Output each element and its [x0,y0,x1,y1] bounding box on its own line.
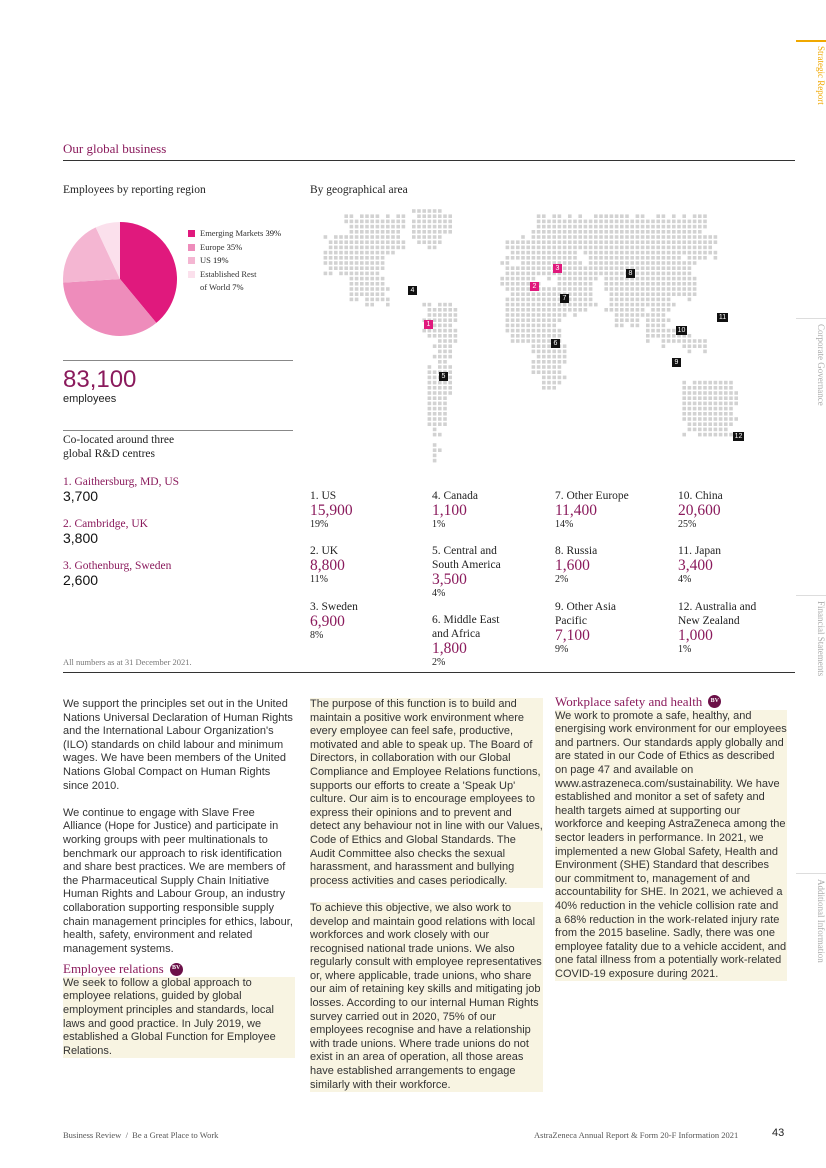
total-employees-label: employees [63,393,117,405]
region-uk [310,544,345,587]
region-pct: 25% [678,519,697,530]
side-tab-strategic[interactable]: Strategic Report [816,46,826,105]
region-name: 3. Sweden [310,601,358,613]
region-value: 11,400 [555,502,598,519]
legend-label: Emerging Markets [200,228,264,238]
rd-heading-line1: Co-located around three [63,434,175,446]
legend-item [188,268,281,295]
rd-rule [63,430,293,431]
map-marker-4: 4 [408,286,417,295]
region-value: 15,900 [310,502,353,519]
paragraph: We work to promote a safe, healthy, and energising work environment for our employees and partners. Our standards apply globally and are stated in our Code of Ethics as described on page 47 and available on www.astrazeneca.com/sustainability. We have established and monitor a set of safety and health targets aimed at supporting our workforce and keeping AstraZeneca among the sector leaders in performance. In 2021, we implemented a new Global Safety, Health and Environment (SHE) Standard that describes our commitment to, management of and accountability for SHE. In 2021, we achieved a 40% reduction in the vehicle collision rate and a 68% reduction in the work-related injury rate from the 2015 baseline. Sadly, there was one employee fatality due to a vehicle accident, and one fatal illness from a potentially work-related COVID-19 exposure during 2021. [555,709,787,980]
region-name: 4. Canada [432,490,478,502]
region-pct: 9% [555,644,569,655]
geo-heading: By geographical area [310,184,408,196]
region-pct: 1% [432,519,446,530]
column-2 [310,698,543,1106]
side-tab-divider [796,595,826,596]
region-pct: 1% [678,644,692,655]
heading-text: Workplace safety and health [555,694,703,709]
region-name: 5. Central and [432,545,497,557]
region-name: 8. Russia [555,545,598,557]
legend-item [188,241,281,255]
region-value: 1,800 [432,640,467,657]
legend-item [188,227,281,241]
rd-centre [63,559,179,601]
rd-heading-line2: global R&D centres [63,448,155,460]
footer-report-title: AstraZeneca Annual Report & Form 20-F Information 2021 [534,1130,739,1140]
region-name: 6. Middle East [432,614,500,626]
page-number: 43 [772,1127,785,1139]
bv-badge-icon: BV [170,963,183,976]
legend-label-2: of World [200,282,231,292]
region-china [678,489,723,532]
region-us [310,489,353,532]
region-name: 1. US [310,490,337,502]
side-tab-accent [796,40,826,42]
region-value: 6,900 [310,613,345,630]
region-value: 8,800 [310,557,345,574]
region-other-europe [555,489,629,532]
workplace-safety-heading [555,695,787,709]
rd-centre [63,475,179,517]
map-marker-10: 10 [677,327,686,334]
region-pie-chart [63,222,177,336]
map-marker-7: 7 [560,294,569,303]
footer-breadcrumb: Business Review / Be a Great Place to Work [63,1130,219,1140]
rd-centre-list [63,475,179,601]
section-title: Our global business [63,141,167,156]
footnote: All numbers as at 31 December 2021. [63,657,192,667]
region-name-2: Pacific [555,615,587,627]
legend-label: Established Rest [200,268,257,279]
region-pct: 19% [310,519,329,530]
region-name: 11. Japan [678,545,722,557]
region-pct: 14% [555,519,574,530]
region-central-south-america [432,544,501,601]
region-pct: 2% [555,574,569,585]
region-sweden [310,600,358,643]
region-japan [678,544,721,587]
map-marker-3: 3 [553,264,562,273]
region-other-asia-pacific [555,600,616,657]
rd-centre-value: 3,800 [63,530,99,546]
region-name: 7. Other Europe [555,490,629,502]
region-value: 20,600 [678,502,721,519]
legend-pct: 7% [232,282,244,292]
side-tab-financial[interactable]: Financial Statements [816,601,826,677]
side-tab-divider [796,873,826,874]
region-legend [188,227,281,295]
legend-label: US [200,255,211,265]
map-marker-6: 6 [551,339,560,348]
rd-heading [63,433,174,461]
region-name: 12. Australia and [678,601,757,613]
region-middle-east-africa [432,613,499,670]
total-employees: 83,100 [63,366,137,393]
region-name-2: South America [432,559,501,571]
region-pct: 8% [310,630,324,641]
paragraph: We support the principles set out in the United Nations Universal Declaration of Human Rights and the International Labour Organization's (ILO) standards on child labour and minimum wages. We have been members of the United Nations Global Compact on Human Rights since 2010. [63,698,293,792]
region-value: 3,400 [678,557,713,574]
rd-centre [63,517,179,559]
region-value: 1,000 [678,627,713,644]
column-1 [63,698,295,1072]
rd-centre-value: 3,700 [63,488,99,504]
region-value: 3,500 [432,571,467,588]
region-canada [432,489,478,532]
map-marker-11: 11 [718,314,727,321]
employees-region-heading: Employees by reporting region [63,184,206,196]
legend-pct: 39% [265,228,282,238]
side-tab-divider [796,318,826,319]
region-pct: 11% [310,574,328,585]
region-name-2: New Zealand [678,615,740,627]
region-name-2: and Africa [432,628,481,640]
side-tab-additional[interactable]: Additional Information [816,879,826,963]
world-dot-map [308,204,778,482]
rd-centre-value: 2,600 [63,572,99,588]
section-bottom-rule [63,672,795,673]
region-value: 7,100 [555,627,590,644]
paragraph: We continue to engage with Slave Free Alliance (Hope for Justice) and participate in working groups with peer multinationals to benchmark our approach to risk identification and share best practices. We are members of the Pharmaceutical Supply Chain Initiative Human Rights and Labour Group, an industry collaboration supporting responsible supply chain management principles for ethics, labour, health, safety, environment and related management systems. [63,806,293,955]
region-name: 2. UK [310,545,339,557]
paragraph: The purpose of this function is to build and maintain a positive work environment where every employee can feel safe, productive, motivated and able to speak up. The Board of Directors, in collaboration with our Global Compliance and Employee Relations functions, supports our efforts to create a 'Speak Up' culture. Our aim is to encourage employees to express their opinions and to prevent and detect any behaviour not in line with our Values, Code of Ethics and Global Standards. The Audit Committee also checks the sexual harassment, and harassment and bullying process activities and cases periodically. [310,698,543,887]
rd-centre-name: 1. Gaithersburg, MD, US [63,476,180,488]
section-rule [63,160,795,161]
region-pct: 2% [432,657,446,668]
paragraph: To achieve this objective, we also work to develop and maintain good relations with local workforces and work closely with our recognised national trade unions. We also regularly consult with employee representatives or, where applicable, trade unions, who share our aim of retaining key skills and mitigating job losses. According to our internal Human Rights survey carried out in 2020, 75% of our employees recognise and have a relationship with trade unions. Where trade unions do not exist in an area of operation, all those areas have established arrangements to engage similarly with their workforce. [310,901,542,1091]
region-australia-nz [678,600,756,657]
map-marker-8: 8 [626,269,635,278]
map-marker-2: 2 [530,282,539,291]
rd-centre-name: 2. Cambridge, UK [63,518,148,530]
map-marker-5: 5 [439,372,448,381]
map-marker-9: 9 [672,358,681,367]
map-marker-12: 12 [734,433,743,440]
legend-item [188,254,281,268]
rd-centre-name: 3. Gothenburg, Sweden [63,560,172,572]
legend-pct: 19% [213,255,229,265]
total-rule [63,360,293,361]
region-value: 1,100 [432,502,467,519]
legend-label: Europe [200,241,225,252]
side-tab-governance[interactable]: Corporate Governance [816,324,826,406]
legend-pct: 35% [226,241,243,252]
bv-badge-icon: BV [708,695,721,708]
region-name: 10. China [678,490,723,502]
employee-relations-heading [63,962,295,976]
heading-text: Employee relations [63,961,164,977]
region-pct: 4% [678,574,692,585]
paragraph: We seek to follow a global approach to employee relations, guided by global employment principles and standards, local laws and good practice. In July 2019, we established a Global Function for Employee Relations. [63,977,295,1059]
region-value: 1,600 [555,557,590,574]
region-pct: 4% [432,588,446,599]
map-marker-1: 1 [424,320,433,329]
region-name: 9. Other Asia [555,601,617,613]
region-russia [555,544,597,587]
column-3 [555,695,787,995]
